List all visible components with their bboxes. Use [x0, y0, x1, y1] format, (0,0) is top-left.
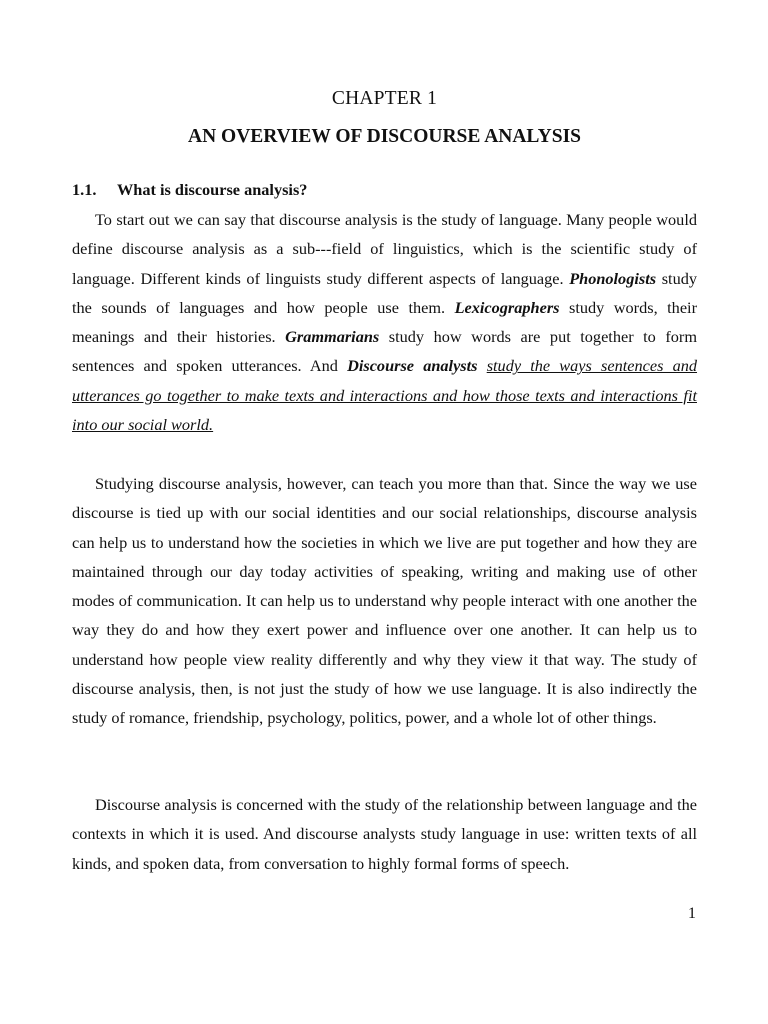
paragraph-text: study the sounds of languages and how people use them. — [72, 268, 697, 317]
section-number: 1.1. — [72, 180, 97, 199]
term-lexicographers: Lexicographers — [454, 297, 560, 317]
section-title: What is discourse analysis? — [117, 180, 308, 199]
paragraph-3: Discourse analysis is concerned with the study of the relationship between language and the contexts in which it is used. And discourse analysts study language in use: written texts of all kinds, and spoken data, from conversation to highly formal forms of speech. — [72, 795, 697, 873]
chapter-label: CHAPTER 1 — [331, 88, 438, 109]
chapter-title: AN OVERVIEW OF DISCOURSE ANALYSIS — [187, 126, 582, 147]
term-grammarians: Grammarians — [285, 327, 380, 347]
paragraph-text — [478, 356, 487, 375]
section-heading — [72, 180, 307, 200]
page-number: 1 — [687, 903, 696, 922]
underlined-definition: study the ways sentences and utterances go together to make texts and interactions and how those texts and interactions fit into our social world. — [72, 356, 698, 435]
paragraph-text: study words, their meanings and their histories. — [72, 297, 697, 347]
paragraph-text: To start out we can say that discourse analysis is the study of language. Many people would define discourse analysis as a sub---field of linguistics, which is the scientific study of language. Different kinds of linguists study different aspects of language. — [72, 210, 697, 288]
term-discourse-analysts: Discourse analysts — [347, 356, 478, 376]
term-phonologists: Phonologists — [569, 268, 657, 288]
paragraph-text: study how words are put together to form sentences and spoken utterances. And — [72, 327, 698, 376]
paragraph-1 — [72, 205, 697, 439]
paragraph-2: Studying discourse analysis, however, can teach you more than that. Since the way we use discourse is tied up with our social identities and our social relationships, discourse analysis can help us to understand how the societies in which we live are put together and how they are maintained through our day today activities of speaking, writing and making use of other modes of communication. It can help us to understand why people interact with one another the way they do and how they exert power and influence over one another. It can help us to understand how people view reality differently and why they view it that way. The study of discourse analysis, then, is not just the study of how we use language. It is also indirectly the study of romance, friendship, psychology, politics, power, and a whole lot of other things. — [72, 474, 697, 728]
